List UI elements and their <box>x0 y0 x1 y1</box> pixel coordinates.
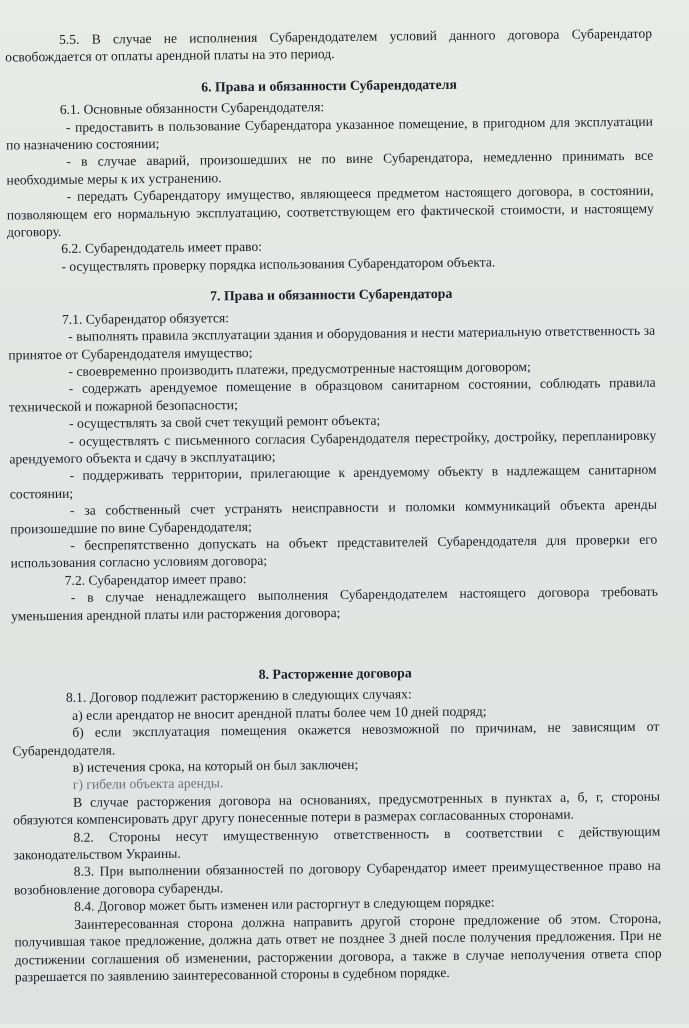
clause-7-2: 7.2. Субарендатор имеет право: <box>64 570 247 588</box>
clause-7-1-item: - выполнять правила эксплуатации здания и оборудования и нести материальную ответственность за принятое от Субарендодателя имущество; <box>8 322 656 363</box>
clause-8-3: 8.3. При выполнении обязанностей по договору Субарендатор имеет преимущественное право на возобновление договора субаренды. <box>13 858 661 898</box>
clause-7-1-item: - осуществлять с письменного согласия Субарендодателя перестройку, достройку, перепланировку арендуемого объекта и сдачу в эксплуатацию; <box>9 427 657 467</box>
clause-8-1-item-a: а) если арендатор не вносит арендной платы более чем 10 дней подряд; <box>72 703 487 723</box>
section-8-heading: 8. Расторжение договора <box>258 665 412 682</box>
clause-8-1-item-b: б) если эксплуатация помещения окажется невозможной по причинам, не зависящим от Субарендодателя. <box>12 718 660 759</box>
clause-6-1: 6.1. Основные обязанности Субарендодателя: <box>59 99 325 118</box>
clause-7-1-item: - за собственный счет устранять неисправности и поломки коммуникаций объекта аренды произошедшие по вине Субарендодателя; <box>10 496 658 537</box>
clause-6-1-item: - в случае аварий, произошедших не по вине Субарендатора, немедленно принимать все необходимые меры к их устранению. <box>6 148 654 188</box>
clause-8-1-tail: В случае расторжения договора на основаниях, предусмотренных в пунктах а, б, г, стороны обязуются компенсировать друг другу понесенные потери в размерах согласованных сторонами. <box>13 788 661 828</box>
clause-8-2: 8.2. Стороны несут имущественную ответственность в соответствии с действующим законодательством Украины. <box>13 823 661 863</box>
section-7-heading: 7. Права и обязанности Субарендатора <box>210 286 453 304</box>
clause-7-1-item: - содержать арендуемое помещение в образцовом санитарном состоянии, соблюдать правила технической и пожарной безопасности; <box>8 375 656 415</box>
clause-7-1-item: - своевременно производить платежи, предусмотренные настоящим договором; <box>68 358 531 379</box>
clause-6-1-item: - передать Субарендатору имущество, являющееся предметом настоящего договора, в состоянии, позволяющем его нормальную эксплуатацию, соответствующем его фактической стоимости, и настоящему договору. <box>6 182 654 240</box>
clause-7-1-item: - беспрепятственно допускать на объект представителей Субарендодателя для проверки его использования согласно условиям договора; <box>10 531 658 571</box>
clause-6-1-item: - предоставить в пользование Субарендатора указанное помещение, в пригодном для эксплуатации по назначению состоянии; <box>6 113 653 153</box>
clause-5-5: 5.5. В случае не исполнения Субарендодателем условий данного договора Субарендатор освобождается от оплаты арендной платы на это период. <box>5 25 653 65</box>
clause-6-2: 6.2. Субарендодатель имеет право: <box>61 239 263 257</box>
clause-8-1-item-v: в) истечения срока, на который он был заключен; <box>72 756 359 775</box>
clause-8-1: 8.1. Договор подлежит расторжению в следующих случаях: <box>65 686 412 706</box>
clause-7-2-item: - в случае ненадлежащего выполнения Субарендодателем настоящего договора требовать уменьшения арендной платы или расторжения договора; <box>10 583 658 624</box>
clause-6-2-item: - осуществлять проверку порядка использования Субарендатором объекта. <box>61 254 496 274</box>
clause-8-4: 8.4. Договор может быть изменен или расторгнут в следующем порядке: <box>74 894 495 915</box>
clause-8-1-item-g: г) гибели объекта аренды. <box>72 775 224 793</box>
clause-8-4-text: Заинтересованная сторона должна направить другой стороне предложение об этом. Сторона, получившая такое предложение, должна дать ответ не позднее 3 дней после получения предложения. При не достижении соглашения об изменении, расторжении договора, а также в случае неполучения ответа спор разрешается по заявлению заинтересованной стороны в судебном порядке. <box>14 910 662 985</box>
clause-7-1-item: - поддерживать территории, прилегающие к арендуемому объекту в надлежащем санитарном состоянии; <box>9 462 657 502</box>
clause-7-1-item: - осуществлять за свой счет текущий ремонт объекта; <box>68 412 381 432</box>
section-6-heading: 6. Права и обязанности Субарендодателя <box>201 76 457 95</box>
clause-7-1: 7.1. Субарендатор обязуется: <box>61 309 230 327</box>
